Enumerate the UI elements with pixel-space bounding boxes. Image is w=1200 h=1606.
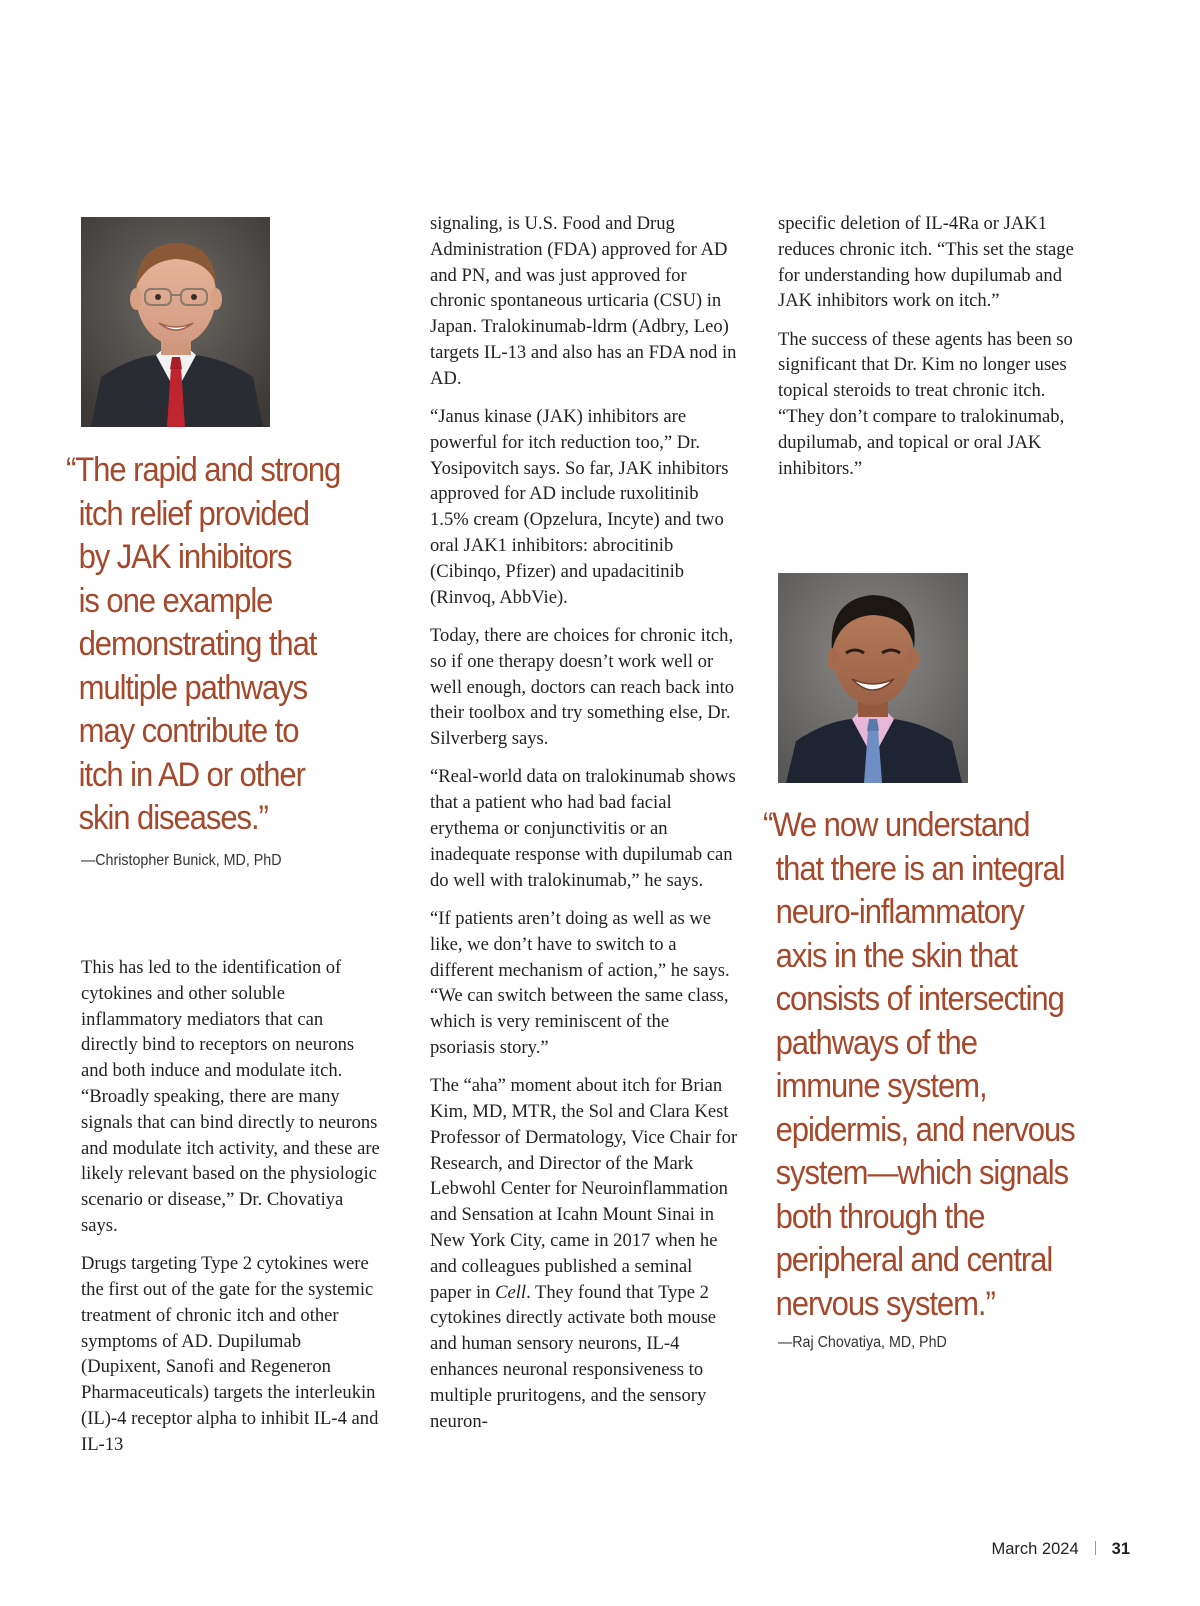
- paragraph: specific deletion of IL-4Ra or JAK1 reduces chronic itch. “This set the stage for understanding how dupilumab and JAK inhibitors work on itch.”: [778, 213, 1074, 312]
- quote-line: demonstrating that: [78, 625, 317, 663]
- quote-line: nervous system.”: [775, 1284, 995, 1323]
- quote-line: epidermis, and nervous: [775, 1110, 1075, 1149]
- quote-attribution: —Raj Chovatiya, MD, PhD: [778, 1334, 947, 1351]
- paragraph-text: The “aha” moment about itch for Brian Kim, MD, MTR, the Sol and Clara Kest Professor of Dermatology, Vice Chair for Research, and Director of the Mark Lebwohl Center for Neuroinflammation and Sensation at Icahn Mount Sinai in New York City, came in 2017 when he and colleagues published a seminal paper in: [430, 1075, 738, 1303]
- quote-line: axis in the skin that: [775, 936, 1017, 975]
- pull-quote-bunick: [66, 449, 386, 841]
- paragraph: The success of these agents has been so significant that Dr. Kim no longer uses topical steroids to treat chronic itch. “They don’t compare to tralokinumab, dupilumab, and topical or oral JAK inhibitors.”: [778, 328, 1073, 479]
- page-number: 31: [1111, 1540, 1130, 1558]
- quote-line: itch relief provided: [78, 494, 309, 533]
- paragraph: signaling, is U.S. Food and Drug Administration (FDA) approved for AD and PN, and was just approved for chronic spontaneous urticaria (CSU) in Japan. Tralokinumab-ldrm (Adbry, Leo) targets IL-13 and also has an FDA nod in AD.: [430, 213, 737, 389]
- paragraph: “Janus kinase (JAK) inhibitors are powerful for itch reduction too,” Dr. Yosipovitch says. So far, JAK inhibitors approved for AD include ruxolitinib 1.5% cream (Opzelura, Incyte) and two oral JAK1 inhibitors: abrocitinib (Cibinqo, Pfizer) and upadacitinib (Rinvoq, AbbVie).: [430, 406, 729, 608]
- issue-date: March 2024: [991, 1540, 1079, 1558]
- quote-line: by JAK inhibitors: [78, 538, 292, 576]
- photo-raj-chovatiya: [778, 573, 968, 783]
- quote-line: consists of intersecting: [775, 980, 1064, 1018]
- paragraph: “If patients aren’t doing as well as we like, we don’t have to switch to a different mechanism of action,” he says. “We can switch between the same class, which is very reminiscent of the psoriasis story.”: [430, 907, 730, 1058]
- quote-attribution: —Christopher Bunick, MD, PhD: [81, 852, 282, 869]
- paragraph: Today, there are choices for chronic itch, so if one therapy doesn’t work well or well enough, doctors can reach back into their toolbox and try something else, Dr. Silverberg says.: [430, 624, 735, 750]
- quote-text: [66, 449, 354, 841]
- quote-line: immune system,: [775, 1067, 987, 1105]
- page-footer: [992, 1540, 1131, 1559]
- quote-line: system—which signals: [775, 1154, 1069, 1192]
- quote-line: neuro-inflammatory: [775, 893, 1024, 931]
- column-1-body: [81, 955, 381, 1470]
- quote-line: is one example: [78, 581, 273, 620]
- quote-line: pathways of the: [775, 1023, 977, 1062]
- photo-christopher-bunick: [81, 217, 270, 427]
- column-3-body: [778, 211, 1086, 494]
- quote-line: skin diseases.”: [78, 799, 268, 837]
- quote-line: peripheral and central: [775, 1241, 1053, 1279]
- pull-quote-chovatiya: [763, 804, 1093, 1326]
- footer-divider: [1095, 1541, 1096, 1555]
- paragraph-text: . They found that Type 2 cytokines directly activate both mouse and human sensory neurons, IL-4 enhances neuronal responsiveness to multiple pruritogens, and the sensory neuron-: [430, 1281, 717, 1432]
- quote-line: itch in AD or other: [78, 755, 305, 794]
- quote-line: “The rapid and strong: [66, 451, 341, 489]
- paragraph: “Real-world data on tralokinumab shows that a patient who had bad facial erythema or conjunctivitis or an inadequate response with dupilumab can do well with tralokinumab,” he says.: [430, 766, 736, 891]
- paragraph: [430, 1073, 738, 1434]
- quote-line: “We now understand: [763, 806, 1030, 844]
- quote-line: may contribute to: [78, 712, 299, 750]
- quote-text: [763, 804, 1075, 1326]
- journal-title: Cell: [495, 1281, 527, 1303]
- column-2-body: [430, 211, 738, 1447]
- quote-line: both through the: [775, 1197, 985, 1236]
- quote-line: multiple pathways: [78, 668, 308, 707]
- paragraph: Drugs targeting Type 2 cytokines were the first out of the gate for the systemic treatment of chronic itch and other symptoms of AD. Dupilumab (Dupixent, Sanofi and Regeneron Pharmaceuticals) targets the interleukin (IL)-4 receptor alpha to inhibit IL-4 and IL-13: [81, 1253, 379, 1455]
- quote-line: that there is an integral: [775, 849, 1065, 888]
- paragraph: This has led to the identification of cytokines and other soluble inflammatory mediators that can directly bind to receptors on neurons and both induce and modulate itch. “Broadly speaking, there are many signals that can bind directly to neurons and modulate itch activity, and these are likely relevant based on the physiologic scenario or disease,” Dr. Chovatiya says.: [81, 957, 380, 1236]
